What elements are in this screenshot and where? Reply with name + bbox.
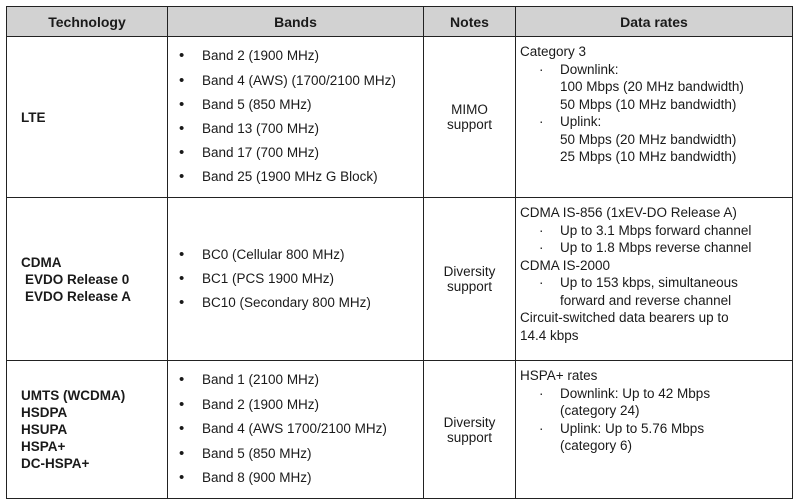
band-item bbox=[172, 442, 423, 466]
table-row-umts bbox=[7, 361, 793, 499]
technology-name: DC-HSPA+ bbox=[21, 456, 90, 471]
bullet-icon: • bbox=[179, 420, 185, 438]
dot-icon: · bbox=[539, 385, 544, 401]
band-list bbox=[172, 243, 423, 316]
header-bands: Bands bbox=[168, 7, 424, 37]
band-label: Band 13 (700 MHz) bbox=[202, 121, 320, 136]
band-label: Band 5 (850 MHz) bbox=[202, 96, 312, 112]
rate-heading: CDMA IS-856 (1xEV-DO Release A) bbox=[520, 205, 737, 220]
band-label: Band 1 (2100 MHz) bbox=[202, 372, 320, 388]
rate-subitem bbox=[520, 131, 788, 149]
rate-heading: CDMA IS-2000 bbox=[520, 257, 611, 273]
rate-subitem bbox=[520, 292, 788, 310]
rate-subitem bbox=[520, 78, 788, 96]
rate-value: Up to 153 kbps, simultaneous bbox=[560, 275, 738, 290]
technology-name: CDMA bbox=[21, 254, 62, 270]
technology-name: EVDO Release A bbox=[25, 288, 132, 304]
rate-subitem bbox=[520, 148, 788, 166]
rate-value: Uplink: Up to 5.76 Mbps bbox=[560, 420, 705, 436]
band-label: Band 5 (850 MHz) bbox=[202, 445, 312, 461]
notes-cell bbox=[424, 361, 516, 499]
band-list bbox=[172, 368, 423, 490]
technology-cell bbox=[7, 361, 168, 499]
rate-subitem bbox=[520, 113, 788, 131]
technology-cell bbox=[7, 198, 168, 361]
band-label: BC10 (Secondary 800 MHz) bbox=[202, 295, 371, 311]
bullet-icon: • bbox=[179, 245, 185, 263]
band-label: Band 2 (1900 MHz) bbox=[202, 48, 320, 64]
band-label: Band 4 (AWS) (1700/2100 MHz) bbox=[202, 72, 396, 88]
band-item bbox=[172, 291, 423, 315]
dot-icon: · bbox=[539, 61, 544, 77]
dot-icon: · bbox=[539, 275, 544, 290]
technology-name: HSDPA bbox=[21, 405, 68, 420]
band-item bbox=[172, 417, 423, 441]
data-rates-cell bbox=[516, 198, 793, 361]
header-row bbox=[7, 7, 793, 37]
bullet-icon: • bbox=[179, 395, 185, 413]
table-row-cdma bbox=[7, 198, 793, 361]
band-label: Band 4 (AWS 1700/2100 MHz) bbox=[202, 421, 387, 437]
header-technology: Technology bbox=[7, 7, 168, 37]
dot-icon: · bbox=[539, 240, 544, 255]
bands-cell bbox=[168, 361, 424, 499]
band-label: Band 25 (1900 MHz G Block) bbox=[202, 169, 378, 185]
rate-subitem bbox=[520, 437, 788, 455]
rate-value: forward and reverse channel bbox=[560, 292, 732, 308]
technology-cell bbox=[7, 37, 168, 198]
band-label: BC1 (PCS 1900 MHz) bbox=[202, 270, 335, 286]
bullet-icon: • bbox=[179, 144, 185, 162]
table-row-lte bbox=[7, 37, 793, 198]
rate-subitem bbox=[520, 239, 788, 257]
rate-text: Circuit-switched data bearers up to bbox=[520, 310, 729, 325]
header-data-rates: Data rates bbox=[516, 7, 793, 37]
rate-value: 100 Mbps (20 MHz bandwidth) bbox=[560, 79, 744, 94]
band-item bbox=[172, 368, 423, 392]
rate-value: (category 24) bbox=[560, 403, 640, 418]
notes-cell bbox=[424, 37, 516, 198]
band-item bbox=[172, 141, 423, 165]
notes-line: MIMO bbox=[451, 102, 488, 117]
data-rates-cell bbox=[516, 37, 793, 198]
bullet-icon: • bbox=[179, 269, 185, 287]
bullet-icon: • bbox=[179, 120, 185, 137]
header-notes: Notes bbox=[424, 7, 516, 37]
technology-specs-table bbox=[6, 6, 793, 499]
bullet-icon: • bbox=[179, 95, 185, 113]
technology-name: EVDO Release 0 bbox=[25, 271, 130, 287]
dot-icon: · bbox=[539, 420, 544, 436]
rate-subitem bbox=[520, 222, 788, 240]
band-item bbox=[172, 243, 423, 267]
notes-line: support bbox=[446, 429, 493, 445]
band-item bbox=[172, 165, 423, 189]
rate-subitem bbox=[520, 274, 788, 292]
band-label: Band 17 (700 MHz) bbox=[202, 145, 320, 161]
notes-line: support bbox=[446, 279, 493, 294]
rate-value: 25 Mbps (10 MHz bandwidth) bbox=[560, 149, 737, 164]
rate-value: (category 6) bbox=[560, 438, 633, 453]
rate-value: Up to 1.8 Mbps reverse channel bbox=[560, 240, 752, 255]
rate-heading: Category 3 bbox=[520, 44, 587, 59]
technology-name: LTE bbox=[21, 109, 46, 125]
notes-line: Diversity bbox=[443, 264, 496, 279]
technology-name: HSPA+ bbox=[21, 439, 66, 454]
rate-value: Downlink: Up to 42 Mbps bbox=[560, 385, 711, 401]
bullet-icon: • bbox=[179, 168, 185, 186]
bullet-icon: • bbox=[179, 47, 185, 65]
dot-icon: · bbox=[539, 114, 544, 129]
bullet-icon: • bbox=[179, 71, 185, 89]
rate-value: 50 Mbps (20 MHz bandwidth) bbox=[560, 131, 737, 147]
table-header bbox=[7, 7, 793, 37]
technology-name: HSUPA bbox=[21, 422, 68, 437]
bands-cell bbox=[168, 37, 424, 198]
rate-subitem bbox=[520, 61, 788, 79]
band-label: Band 2 (1900 MHz) bbox=[202, 396, 320, 412]
rate-value: 50 Mbps (10 MHz bandwidth) bbox=[560, 96, 737, 112]
bands-cell bbox=[168, 198, 424, 361]
bullet-icon: • bbox=[179, 294, 185, 312]
dot-icon: · bbox=[539, 222, 544, 238]
rate-text: 14.4 kbps bbox=[520, 327, 579, 343]
rate-value: Up to 3.1 Mbps forward channel bbox=[560, 222, 752, 238]
bullet-icon: • bbox=[179, 444, 185, 462]
rate-heading: HSPA+ rates bbox=[520, 368, 598, 383]
band-item bbox=[172, 69, 423, 93]
band-item bbox=[172, 117, 423, 141]
band-label: Band 8 (900 MHz) bbox=[202, 470, 312, 486]
band-item bbox=[172, 267, 423, 291]
rate-label: Uplink: bbox=[560, 114, 602, 129]
bullet-icon: • bbox=[179, 469, 185, 487]
data-rates-cell bbox=[516, 361, 793, 499]
rate-subitem bbox=[520, 402, 788, 420]
notes-cell bbox=[424, 198, 516, 361]
rate-subitem bbox=[520, 385, 788, 403]
band-item bbox=[172, 466, 423, 490]
rate-subitem bbox=[520, 420, 788, 438]
band-item bbox=[172, 393, 423, 417]
band-list bbox=[172, 44, 423, 189]
band-item bbox=[172, 44, 423, 68]
rate-label: Downlink: bbox=[560, 61, 619, 77]
band-label: BC0 (Cellular 800 MHz) bbox=[202, 246, 345, 262]
notes-line: support bbox=[446, 117, 493, 132]
bullet-icon: • bbox=[179, 371, 185, 389]
band-item bbox=[172, 93, 423, 117]
rate-subitem bbox=[520, 96, 788, 114]
technology-name: UMTS (WCDMA) bbox=[21, 388, 126, 403]
notes-line: Diversity bbox=[443, 414, 496, 430]
